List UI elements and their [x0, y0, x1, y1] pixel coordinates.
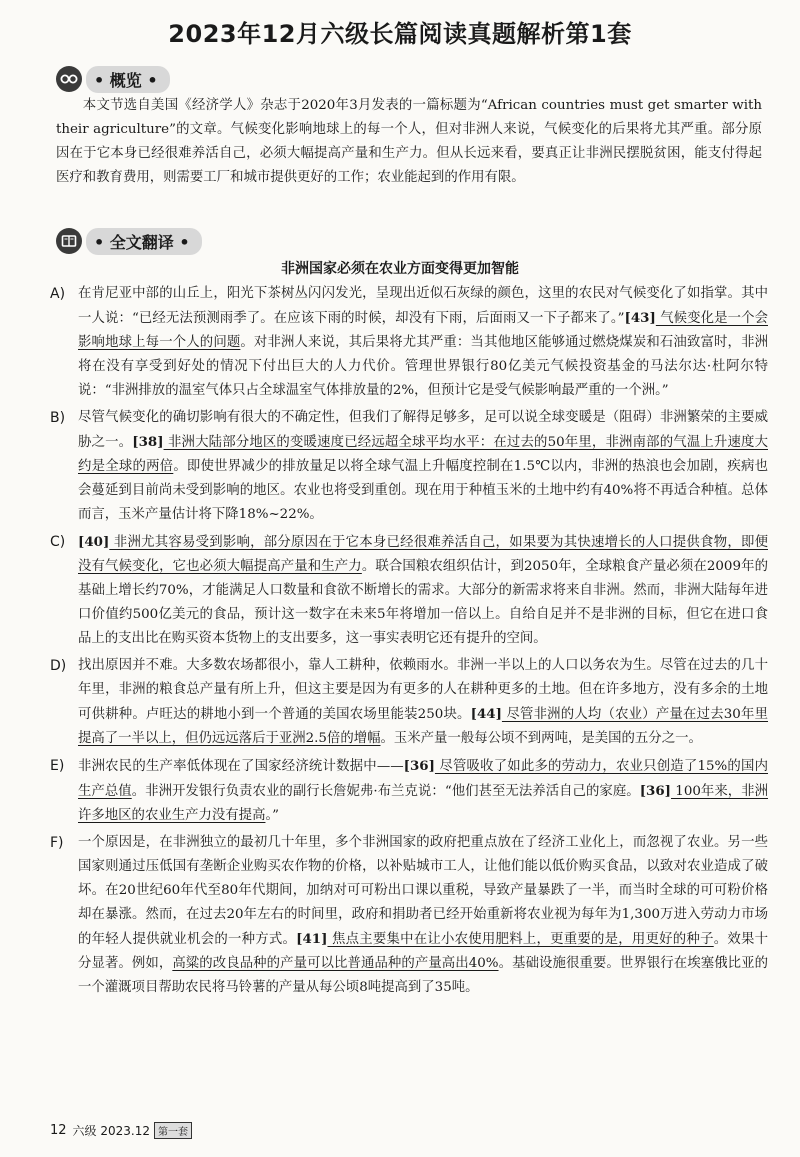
answer-highlight: 高粱的改良品种的产量可以比普通品种的产量高出40%: [172, 956, 499, 971]
footer-text: 六级 2023.12: [72, 1124, 150, 1138]
text-segment: 在肯尼亚中部的山丘上，阳光下茶树丛闪闪发光，呈现出近似石灰绿的颜色，这里的农民对气候变化了如指掌。其中一人说：“已经无法预测雨季了。在应该下雨的时候，却没有下雨，后面雨又一下子都来了。”: [78, 286, 768, 326]
paragraph-text: [78, 831, 768, 1000]
text-segment: 找出原因并不难。大多数农场都很小，靠人工耕种，依赖雨水。非洲一半以上的人口以务农为生。尽管在过去的几十年里，非洲的粮食总产量有所上升，但这主要是因为有更多的人在耕种更多的土地。但在许多地方，没有多余的土地可供耕种。卢旺达的耕地小到一个普通的美国农场里能装250块。: [78, 658, 768, 722]
answer-highlight: 焦点主要集中在让小农使用肥料上，更重要的是，用更好的种子: [327, 932, 714, 947]
answer-highlight: 非洲尤其容易受到影响，部分原因在于它本身已经很难养活自己，如果要为其快速增长的人口提供食物，即便没有气候变化，它也必须大幅提高产量和生产力: [78, 535, 768, 574]
paragraph-label: C): [50, 534, 66, 550]
overview-heading: • 概览 •: [56, 66, 170, 92]
paragraph-text: [78, 406, 768, 527]
text-segment: 。对非洲人来说，其后果将尤其严重：当其他地区能够通过燃烧煤炭和石油致富时，非洲将在没有享受到好处的情况下付出巨大的人力代价。管理世界银行80亿美元气候投资基金的马法尔达·杜阿尔特说：“非洲排放的温室气体只占全球温室气体排放量的2%，但预计它是受气候影响最严重的一个洲。”: [78, 335, 769, 398]
text-segment: 。”: [265, 808, 280, 823]
paragraph: [50, 282, 768, 403]
text-segment: 。非洲开发银行负责农业的副行长詹妮弗·布兰克说：“他们甚至无法养活自己的家庭。: [131, 784, 640, 799]
question-marker: [36]: [639, 783, 672, 799]
paragraph: [50, 406, 768, 527]
text-segment: 。即使世界减少的排放量足以将全球气温上升幅度控制在1.5℃以内，非洲的热浪也会加剧，疾病也会蔓延到目前尚未受到影响的地区。农业也将受到重创。现在用于种植玉米的土地中约有40%将不再适合种植。总体而言，玉米产量估计将下降18%~22%。: [78, 459, 769, 522]
paragraph-text: [78, 282, 768, 403]
translation-heading: • 全文翻译 •: [56, 228, 202, 254]
paragraph-text: [78, 530, 768, 651]
text-segment: 。玉米产量一般每公顷不到两吨，是美国的五分之一。: [380, 731, 702, 746]
set-tag: 第一套: [154, 1122, 192, 1139]
text-segment: 。联合国粮农组织估计，到2050年，全球粮食产量必须在2009年的基础上增长约70%，才能满足人口数量和食欲不断增长的需求。大部分的新需求将来自非洲。然而，非洲大陆每年进口价值约500亿美元的食品，预计这一数字在未来5年将增加一倍以上。自给自足并不是非洲的目标，但它在进口食品上的支出比在购买资本货物上的支出要多，这一事实表明它还有提升的空间。: [78, 559, 768, 646]
text-segment: 非洲农民的生产率低体现在了国家经济统计数据中——: [78, 759, 404, 774]
answer-highlight: 气候变化是一个会影响地球上每一个人的问题: [78, 311, 768, 350]
translation-body: [50, 282, 768, 1003]
overview-text: 本文节选自美国《经济学人》杂志于2020年3月发表的一篇标题为“African countries must get smarter with their agriculture”的文章。气候变化影响地球上的每一个人，但对非洲人来说，气候变化的后果将尤其严重。部分原因在于它本身已经很难养活自己，必须大幅提高产量和生产力。但从长远来看，要真正让非洲民摆脱贫困，能支付得起医疗和教育费用，则需要工厂和城市提供更好的工作；农业能起到的作用有限。: [56, 98, 762, 185]
text-segment: 一个原因是，在非洲独立的最初几十年里，多个非洲国家的政府把重点放在了经济工业化上，而忽视了农业。另一些国家则通过压低国有垄断企业购买农作物的价格，以补贴城市工人，让他们能以低价购买食品，以致对农业造成了破坏。在20世纪60年代至80年代期间，加纳对可可粉出口课以重税，导致产量暴跌了一半，而当时全球的可可粉价格却在暴涨。然而，在过去20年左右的时间里，政府和捐助者已经开始重新将农业视为每年为1,300万进入劳动力市场的年轻人提供就业机会的一种方式。: [78, 835, 768, 947]
question-marker: [44]: [470, 706, 502, 722]
question-marker: [38]: [132, 434, 164, 450]
paragraph: [50, 754, 768, 828]
paragraph-text: [78, 654, 768, 751]
paragraph-label: D): [50, 658, 67, 674]
glasses-icon: [56, 66, 82, 92]
paragraph: [50, 654, 768, 751]
paragraph: [50, 530, 768, 651]
paragraph-label: B): [50, 410, 66, 426]
text-segment: 。效果十分显著。例如，: [78, 932, 768, 971]
page-number: 12: [50, 1123, 67, 1138]
text-segment: 。基础设施很重要。世界银行在埃塞俄比亚的一个灌溉项目帮助农民将马铃薯的产量从每公顷8吨提高到了35吨。: [78, 956, 769, 995]
text-segment: 尽管气候变化的确切影响有很大的不确定性，但我们了解得足够多，足可以说全球变暖是（阻碍）非洲繁荣的主要威胁之一。: [78, 410, 768, 450]
answer-highlight: 尽管非洲的人均（农业）产量在过去30年里提高了一半以上，但仍远远落后于亚洲2.5倍的增幅: [78, 707, 769, 746]
answer-highlight: 100年来，非洲许多地区的农业生产力没有提高: [78, 784, 769, 823]
overview-label: 概览: [109, 70, 142, 90]
paragraph-label: F): [50, 835, 64, 851]
paragraph: [50, 831, 768, 1000]
translation-label: 全文翻译: [109, 232, 174, 252]
question-marker: [43]: [624, 310, 656, 326]
paragraph-label: A): [50, 286, 66, 302]
article-title: 非洲国家必须在农业方面变得更加智能: [281, 261, 519, 277]
answer-highlight: 非洲大陆部分地区的变暖速度已经远超全球平均水平：在过去的50年里，非洲南部的气温上升速度大约是全球的两倍: [78, 435, 768, 474]
book-icon: [56, 228, 82, 254]
page-title: 2023年12月六级长篇阅读真题解析第1套: [168, 20, 632, 48]
answer-highlight: 尽管吸收了如此多的劳动力，农业只创造了15%的国内生产总值: [78, 759, 768, 799]
question-marker: [40]: [78, 534, 110, 550]
question-marker: [41]: [296, 931, 328, 947]
question-marker: [36]: [403, 758, 435, 774]
paragraph-label: E): [50, 758, 65, 774]
paragraph-text: [78, 754, 768, 828]
page-footer: [50, 1122, 192, 1139]
